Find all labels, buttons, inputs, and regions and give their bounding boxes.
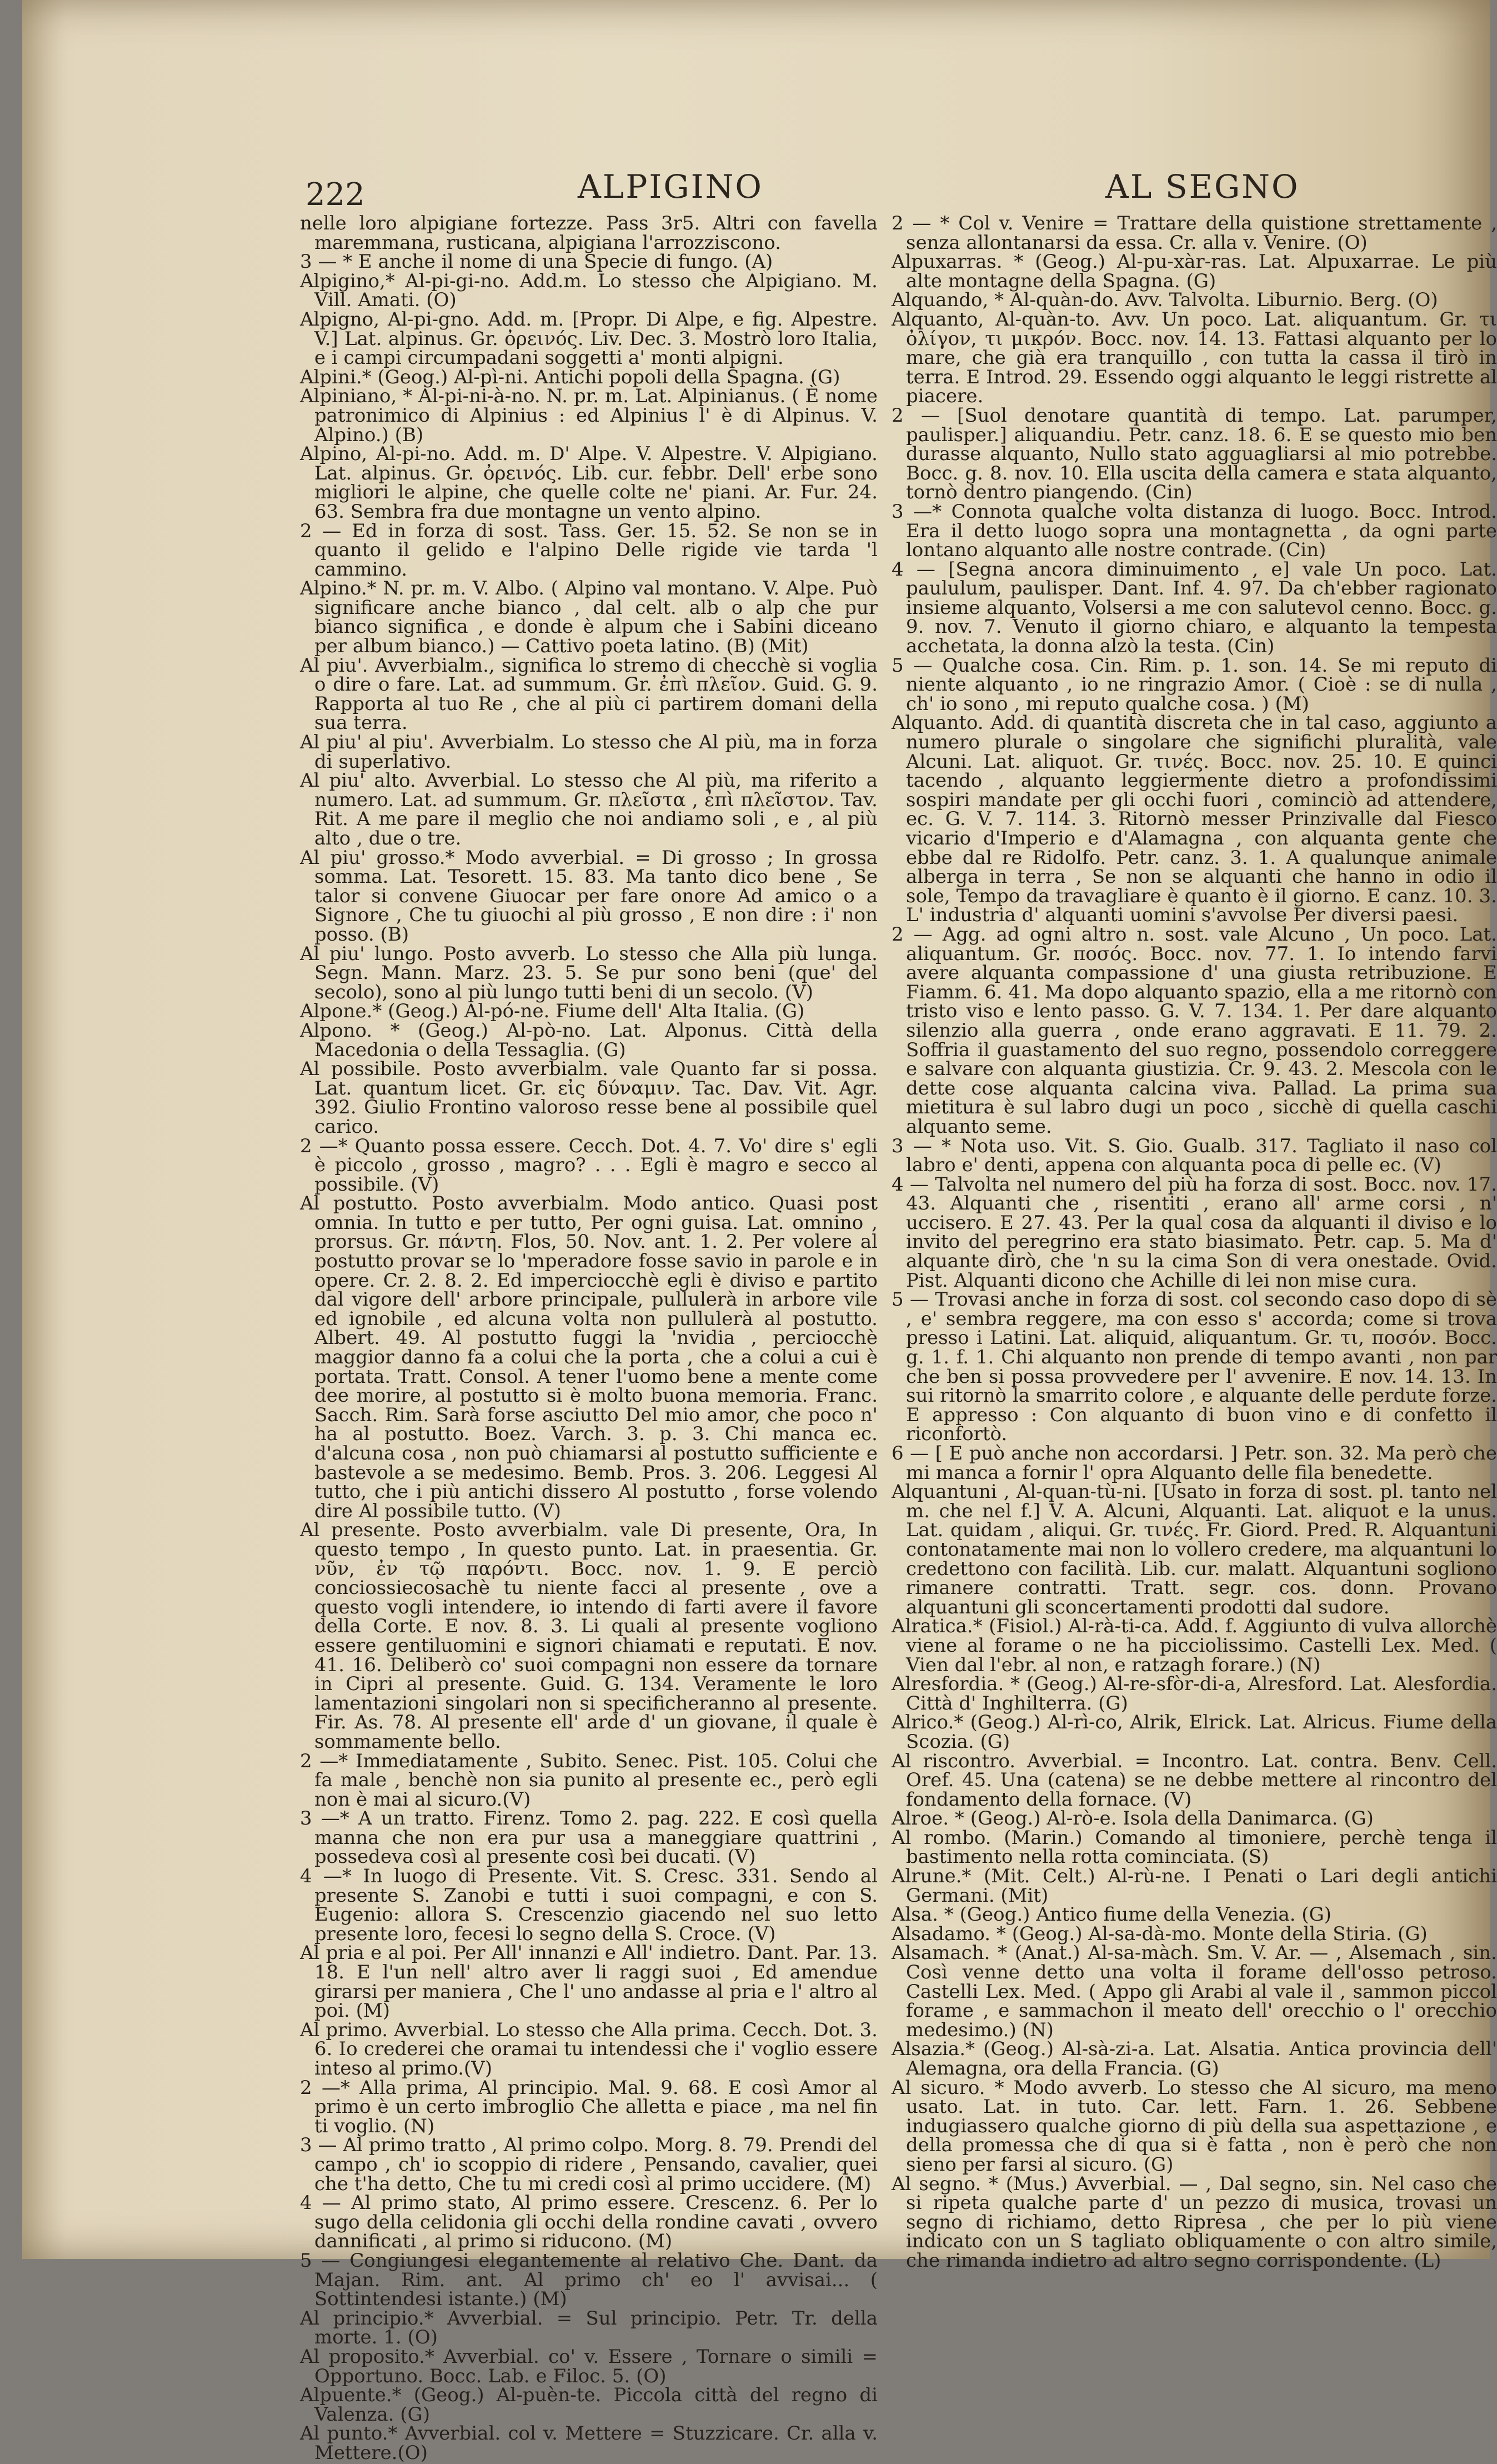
dictionary-entry: Al riscontro. Avverbial. = Incontro. Lat. contra. Benv. Cell. Oref. 45. Una (catena) se ne debbe mettere al rincontro del fondamento della fornace. (V) <box>892 1750 1497 1811</box>
dictionary-entry: Al punto.* Avverbial. col v. Mettere = Stuzzicare. Cr. alla v. Mettere.(O) <box>300 2422 878 2464</box>
dictionary-entry: Al piu' alto. Avverbial. Lo stesso che Al più, ma riferito a numero. Lat. ad summum. Gr. πλεῖστα , ἐπὶ πλεῖστον. Tav. Rit. A me pare il meglio che noi andiamo soli , e , al più alto , due o tre. <box>300 769 878 849</box>
dictionary-entry: Al principio.* Avverbial. = Sul principio. Petr. Tr. della morte. 1. (O) <box>300 2307 878 2349</box>
dictionary-entry: 2 —* Immediatamente , Subito. Senec. Pist. 105. Colui che fa male , benchè non sia punito al presente ec., però egli non è mai al sicuro.(V) <box>300 1750 878 1811</box>
dictionary-entry: 2 —* Quanto possa essere. Cecch. Dot. 4. 7. Vo' dire s' egli è piccolo , grosso , magro? . . . Egli è magro e secco al possibile. (V) <box>300 1134 878 1196</box>
left-column <box>300 212 878 2464</box>
page-number: 222 <box>306 177 365 213</box>
dictionary-entry: Al segno. * (Mus.) Avverbial. — , Dal segno, sin. Nel caso che si ripeta qualche parte d' un pezzo di musica, trovasi un segno di richiamo, detto Ripresa , che per lo più viene indicato con un S tagliato obliquamente o con altro simile, che rimanda indietro ad altro segno corrispondente. (L) <box>892 2172 1497 2272</box>
dictionary-entry: Alsamach. * (Anat.) Al-sa-màch. Sm. V. Ar. — , Alsemach , sin. Così venne detto una volta il forame dell'osso petroso. Castelli Lex. Med. ( Appo gli Arabi al vale il , sammon piccol forame , e sammachon il meato dell' orecchio o l' orecchio medesimo.) (N) <box>892 1942 1497 2041</box>
dictionary-entry: 2 —* Alla prima, Al principio. Mal. 9. 68. E così Amor al primo è un certo imbroglio Che alletta e piace , ma nel fin ti voglio. (N) <box>300 2076 878 2137</box>
dictionary-entry: Al postutto. Posto avverbialm. Modo antico. Quasi post omnia. In tutto e per tutto, Per ogni guisa. Lat. omnino , prorsus. Gr. πάντη. Flos, 50. Nov. ant. 1. 2. Per volere al postutto provar se lo 'mperadore fosse savio in parole e in opere. Cr. 2. 8. 2. Ed imperciocchè egli è diviso e partito dal vigore dell' arbore principale, pullulerà in arbore vile ed ignobile , ed alcuna volta non pullulerà al postutto. Albert. 49. Al postutto fuggi la 'nvidia , perciocchè maggior danno fa a colui che la porta , che a colui a cui è portata. Tratt. Consol. A tener l'uomo bene a mente come dee morire, al postutto si è molto buona memoria. Franc. Sacch. Rim. Sarà forse asciutto Del mio amor, che poco n' ha al postutto. Boez. Varch. 3. p. 3. Chi manca ec. d'alcuna cosa , non può chiamarsi al postutto sufficiente e bastevole a se medesimo. Bemb. Pros. 3. 206. Leggesi Al tutto, che i più antichi dissero Al postutto , forse volendo dire Al possibile tutto. (V) <box>300 1192 878 1522</box>
dictionary-entry: Alquantuni , Al-quan-tù-ni. [Usato in forza di sost. pl. tanto nel m. che nel f.] V. A. Alcuni, Alquanti. Lat. aliquot e la unus. Lat. quidam , aliqui. Gr. τινές. Fr. Giord. Pred. R. Alquantuni contonatamente mai non lo vollero credere, ma alquantuni lo credettono con facilità. Lib. cur. malatt. Alquantuni sogliono rimanere contratti. Tratt. segr. cos. donn. Provano alquantuni gli sconcertamenti prodotti dal sudore. <box>892 1481 1497 1618</box>
running-head-left: ALPIGINO <box>578 168 763 206</box>
dictionary-entry: Al rombo. (Marin.) Comando al timoniere, perchè tenga il bastimento nella rotta cominciata. (S) <box>892 1826 1497 1868</box>
dictionary-entry: Al piu' al piu'. Avverbialm. Lo stesso che Al più, ma in forza di superlativo. <box>300 731 878 773</box>
dictionary-entry: 3 — * Nota uso. Vit. S. Gio. Gualb. 317. Tagliato il naso col labro e' denti, appena con alquanta poca di pelle ec. (V) <box>892 1134 1497 1177</box>
dictionary-entry: Al possibile. Posto avverbialm. vale Quanto far si possa. Lat. quantum licet. Gr. εἰς δύναμιν. Tac. Dav. Vit. Agr. 392. Giulio Frontino valoroso resse bene al possibile quel carico. <box>300 1058 878 1138</box>
dictionary-entry: Alresfordia. * (Geog.) Al-re-sfòr-di-a, Alresford. Lat. Alesfordia. Città d' Inghilterra. (G) <box>892 1673 1497 1715</box>
dictionary-entry: 2 — [Suol denotare quantità di tempo. Lat. parumper, paulisper.] aliquandiu. Petr. canz. 18. 6. E se questo mio ben durasse alquanto, Nullo stato agguagliarsi al mio potrebbe. Bocc. g. 8. nov. 10. Ella uscita della camera e stata alquanto, tornò dentro piangendo. (Cin) <box>892 404 1497 504</box>
dictionary-page <box>22 0 1497 2464</box>
dictionary-entry: 3 — * E anche il nome di una Specie di fungo. (A) <box>300 251 773 273</box>
dictionary-entry: Alsa. * (Geog.) Antico fiume della Venezia. (G) <box>892 1903 1331 1926</box>
dictionary-entry: Al presente. Posto avverbialm. vale Di presente, Ora, In questo tempo , In questo punto. Lat. in praesentia. Gr. νῦν, ἐν τῷ παρόντι. Bocc. nov. 1. 9. E perciò conciossiecosachè tu niente facci al presente , ove a questo vogli intendere, io intendo di farti avere il favore della Corte. E nov. 8. 3. Li quali al presente vogliono essere gentiluomini e signori chiamati e reputati. E nov. 41. 16. Deliberò co' suoi compagni non essere da tornare in Cipri al presente. Guid. G. 134. Veramente le loro lamentazioni singolari non si specificheranno al presente. Fir. As. 78. Al presente ell' arde d' un giovane, il quale è sommamente bello. <box>300 1519 878 1753</box>
dictionary-entry: Alrune.* (Mit. Celt.) Al-rù-ne. I Penati o Lari degli antichi Germani. (Mit) <box>892 1865 1497 1907</box>
dictionary-entry: Alpino.* N. pr. m. V. Albo. ( Alpino val montano. V. Alpe. Può significare anche bianco , dal celt. alb o alp che pur bianco significa , e donde è alpum che i Sabini diceano per album bianco.) — Cattivo poeta latino. (B) (Mit) <box>300 577 878 658</box>
dictionary-entry: Alquando, * Al-quàn-do. Avv. Talvolta. Liburnio. Berg. (O) <box>892 289 1438 312</box>
dictionary-entry: Alpone.* (Geog.) Al-pó-ne. Fiume dell' Alta Italia. (G) <box>300 1000 805 1023</box>
dictionary-entry: 4 —* In luogo di Presente. Vit. S. Cresc. 331. Sendo al presente S. Zanobi e tutti i suoi compagni, e con S. Eugenio: allora S. Crescenzio giacendo nel suo letto presente loro, fecesi lo segno della S. Croce. (V) <box>300 1865 878 1945</box>
dictionary-entry: Alquanto, Al-quàn-to. Avv. Un poco. Lat. aliquantum. Gr. τι ὀλίγον, τι μικρόν. Bocc. nov. 14. 13. Fattasi alquanto per lo mare, che già era tranquillo , con tutta la cassa il tirò in terra. E Introd. 29. Essendo oggi alquanto le leggi ristrette al piacere. <box>892 308 1497 408</box>
dictionary-entry: Alpuxarras. * (Geog.) Al-pu-xàr-ras. Lat. Alpuxarrae. Le più alte montagne della Spagna. (G) <box>892 251 1497 292</box>
dictionary-entry: 5 — Congiungesi elegantemente al relativo Che. Dant. da Majan. Rim. ant. Al primo ch' eo l' avvisai... ( Sottintendesi istante.) (M) <box>300 2249 878 2311</box>
dictionary-entry: Alpiniano, * Al-pi-ni-à-no. N. pr. m. Lat. Alpinianus. ( È nome patronimico di Alpinius : ed Alpinius l' è di Alpinus. V. Alpino.) (B) <box>300 385 878 446</box>
dictionary-entry: 2 — * Col v. Venire = Trattare della quistione strettamente , senza allontanarsi da essa. Cr. alla v. Venire. (O) <box>892 212 1497 254</box>
dictionary-entry: Alrico.* (Geog.) Al-rì-co, Alrik, Elrick. Lat. Alricus. Fiume della Scozia. (G) <box>892 1711 1497 1753</box>
dictionary-entry: 4 — [Segna ancora diminuimento , e] vale Un poco. Lat. paululum, paulisper. Dant. Inf. 4. 97. Da ch'ebber ragionato insieme alquanto, Volsersi a me con salutevol cenno. Bocc. g. 9. nov. 7. Venuto il giorno chiaro, e alquanto la tempesta acchetata, la donna alzò la testa. (Cin) <box>892 558 1497 658</box>
dictionary-entry: Alratica.* (Fisiol.) Al-rà-ti-ca. Add. f. Aggiunto di vulva allorchè viene al forame o ne ha picciolissimo. Castelli Lex. Med. ( Vien dal l'ebr. al non, e ratzagh forare.) (N) <box>892 1615 1497 1676</box>
dictionary-entry: Al proposito.* Avverbial. co' v. Essere , Tornare o simili = Opportuno. Bocc. Lab. e Filoc. 5. (O) <box>300 2345 878 2387</box>
dictionary-entry: Alpono. * (Geog.) Al-pò-no. Lat. Alponus. Città della Macedonia o della Tessaglia. (G) <box>300 1019 878 1061</box>
running-head-right: AL SEGNO <box>1105 168 1300 206</box>
dictionary-entry: 3 — Al primo tratto , Al primo colpo. Morg. 8. 79. Prendi del campo , ch' io scoppio di ridere , Pensando, cavalier, quei che t'ha detto, Che tu mi credi così al primo uccidere. (M) <box>300 2134 878 2195</box>
right-column <box>892 212 1497 2272</box>
dictionary-entry: nelle loro alpigiane fortezze. Pass 3r5. Altri con favella maremmana, rusticana, alpigiana l'arrozziscono. <box>300 212 878 254</box>
dictionary-entry: Alpigino,* Al-pi-gi-no. Add.m. Lo stesso che Alpigiano. M. Vill. Amati. (O) <box>300 269 878 312</box>
dictionary-entry: 5 — Qualche cosa. Cin. Rim. p. 1. son. 14. Se mi reputo di niente alquanto , io ne ringrazio Amor. ( Cioè : se di nulla , ch' io sono , mi reputo qualche cosa. ) (M) <box>892 654 1497 715</box>
dictionary-entry: 4 — Talvolta nel numero del più ha forza di sost. Bocc. nov. 17. 43. Alquanti che , risentiti , erano all' arme corsi , n' uccisero. E 27. 43. Per la qual cosa da alquanti il diviso e lo invito del peregrino era stato biasimato. Petr. cap. 5. Ma d' alquante dirò, che 'n su la cima Son di vera onestade. Ovid. Pist. Alquanti dicono che Achille di lei non mise cura. <box>892 1173 1497 1292</box>
dictionary-entry: Al piu'. Avverbialm., significa lo stremo di checchè si voglia o dire o fare. Lat. ad summum. Gr. ἐπὶ πλεῖον. Guid. G. 9. Rapporta al tuo Re , che al più ci partirem domani della sua terra. <box>300 654 878 734</box>
dictionary-entry: 4 — Al primo stato, Al primo essere. Crescenz. 6. Per lo sugo della celidonia gli occhi della rondine cavati , ovvero dannificati , al primo si riducono. (M) <box>300 2192 878 2253</box>
dictionary-entry: Al piu' lungo. Posto avverb. Lo stesso che Alla più lunga. Segn. Mann. Marz. 23. 5. Se pur sono beni (que' del secolo), sono al più lungo tutti beni di un secolo. (V) <box>300 942 878 1003</box>
dictionary-entry: 2 — Ed in forza di sost. Tass. Ger. 15. 52. Se non se in quanto il gelido e l'alpino Delle rigide vie tarda 'l cammino. <box>300 519 878 581</box>
dictionary-entry: 5 — Trovasi anche in forza di sost. col secondo caso dopo di sè , e' sembra reggere, ma con esso s' accorda; come si trova presso i Latini. Lat. aliquid, aliquantum. Gr. τι, ποσόν. Bocc. g. 1. f. 1. Chi alquanto non prende di tempo avanti , non par che ben si possa provvedere per l' avvenire. E nov. 14. 13. In sui ritornò la smarrito colore , e alquante delle perdute forze. E appresso : Con alquanto di buon vino e di confetto il riconfortò. <box>892 1288 1497 1446</box>
dictionary-entry: Alpuente.* (Geog.) Al-puèn-te. Piccola città del regno di Valenza. (G) <box>300 2384 878 2426</box>
dictionary-entry: 3 —* A un tratto. Firenz. Tomo 2. pag. 222. E così quella manna che non era pur usa a maneggiare quattrini , possedeva così al presente così bei ducati. (V) <box>300 1807 878 1868</box>
dictionary-entry: Al sicuro. * Modo avverb. Lo stesso che Al sicuro, ma meno usato. Lat. in tuto. Car. lett. Farn. 1. 26. Sebbene indugiassero qualche giorno di più della sua aspettazione , e della promessa che di qua si è fatta , non è però che non sieno per farsi al sicuro. (G) <box>892 2076 1497 2176</box>
dictionary-entry: 6 — [ E può anche non accordarsi. ] Petr. son. 32. Ma però che mi manca a fornir l' opra Alquanto delle fila benedette. <box>892 1442 1497 1484</box>
dictionary-entry: Alroe. * (Geog.) Al-rò-e. Isola della Danimarca. (G) <box>892 1807 1374 1830</box>
dictionary-entry: Alpini.* (Geog.) Al-pì-ni. Antichi popoli della Spagna. (G) <box>300 366 840 388</box>
dictionary-entry: 2 — Agg. ad ogni altro n. sost. vale Alcuno , Un poco. Lat. aliquantum. Gr. ποσός. Bocc. nov. 77. 1. Io intendo farvi avere alquanta compassione d' una giusta retribuzione. E Fiamm. 6. 41. Ma dopo alquanto spazio, ella a me ritornò con tristo viso e lento passo. G. V. 7. 134. 1. Per dare alquanto silenzio alla guerra , onde erano aggravati. E 11. 79. 2. Soffria il guastamento del suo regno, possendolo correggere e salvare con alquanta giustizia. Cr. 9. 43. 2. Mescola con le dette cose alquanta calcina viva. Pallad. La prima sua mietitura è sul labro dugi un poco , sicchè di quella caschi alquanto seme. <box>892 923 1497 1138</box>
dictionary-entry: 3 —* Connota qualche volta distanza di luogo. Bocc. Introd. Era il detto luogo sopra una montagnetta , da ogni parte lontano alquanto alle nostre contrade. (Cin) <box>892 500 1497 562</box>
dictionary-entry: Alquanto. Add. di quantità discreta che in tal caso, aggiunto a numero plurale o singolare che significhi pluralità, vale Alcuni. Lat. aliquot. Gr. τινές. Bocc. nov. 25. 10. E quinci tacendo , alquanto leggiermente dietro a profondissimi sospiri mandate per gli occhi fuori , cominciò ad attendere, ec. G. V. 7. 114. 3. Ritornò messer Prinzivalle dal Fiesco vicario d'Imperio e d'Alamagna , con alquanta gente che ebbe dal re Ridolfo. Petr. canz. 3. 1. A qualunque animale alberga in terra , Se non se alquanti che hanno in odio il sole, Tempo da travagliare è quanto è il giorno. E canz. 10. 3. L' industria d' alquanti uomini s'avvolse Per diversi paesi. <box>892 712 1497 927</box>
dictionary-entry: Al pria e al poi. Per All' innanzi e All' indietro. Dant. Par. 13. 18. E l'un nell' altro aver li raggi suoi , Ed amendue girarsi per maniera , Che l' uno andasse al pria e l' altro al poi. (M) <box>300 1942 878 2022</box>
dictionary-entry: Alsadamo. * (Geog.) Al-sa-dà-mo. Monte della Stiria. (G) <box>892 1922 1428 1945</box>
dictionary-entry: Alpino, Al-pi-no. Add. m. D' Alpe. V. Alpestre. V. Alpigiano. Lat. alpinus. Gr. ὀρεινός. Lib. cur. febbr. Dell' erbe sono migliori le alpine, che quelle colte ne' piani. Ar. Fur. 24. 63. Sembra fra due montagne un vento alpino. <box>300 443 878 523</box>
dictionary-entry: Al piu' grosso.* Modo avverbial. = Di grosso ; In grossa somma. Lat. Tesorett. 15. 83. Ma tanto dico bene , Se talor si convene Giuocar per fare onore Ad amico o a Signore , Che tu giuochi al più grosso , E non dire : i' non posso. (B) <box>300 846 878 946</box>
dictionary-entry: Alpigno, Al-pi-gno. Add. m. [Propr. Di Alpe, e fig. Alpestre. V.] Lat. alpinus. Gr. ὀρεινός. Liv. Dec. 3. Mostrò loro Italia, e i campi circumpadani soggetti a' monti alpigni. <box>300 308 878 369</box>
dictionary-entry: Alsazia.* (Geog.) Al-sà-zi-a. Lat. Alsatia. Antica provincia dell' Alemagna, ora della Francia. (G) <box>892 2038 1497 2080</box>
dictionary-entry: Al primo. Avverbial. Lo stesso che Alla prima. Cecch. Dot. 3. 6. Io crederei che oramai tu intendessi che i' voglio essere inteso al primo.(V) <box>300 2018 878 2080</box>
